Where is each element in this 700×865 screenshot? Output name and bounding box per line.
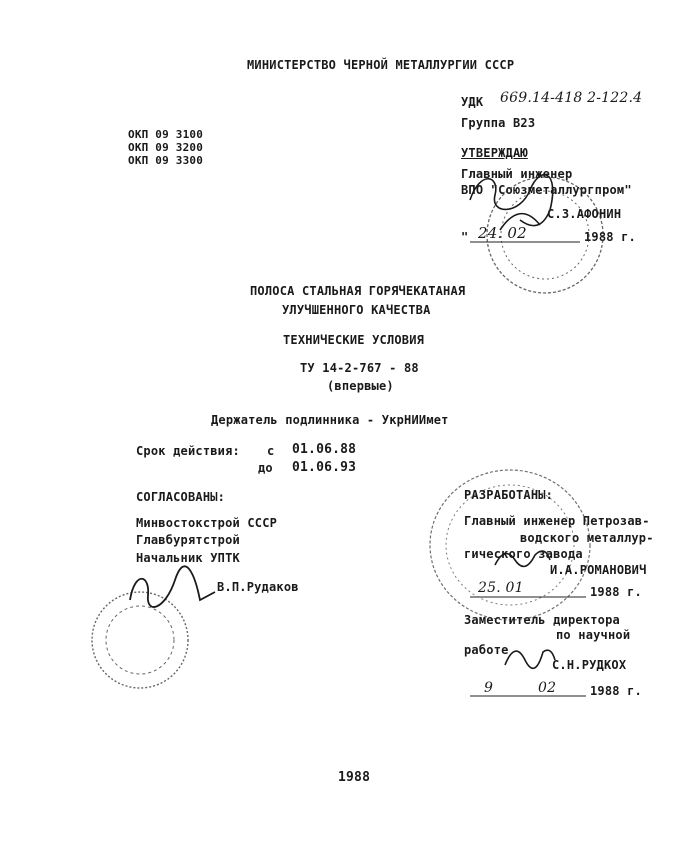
agreed-stamp [92, 592, 188, 688]
developed-position-line5: по научной [556, 628, 631, 642]
ministry-header: МИНИСТЕРСТВО ЧЕРНОЙ МЕТАЛЛУРГИИ СССР [247, 58, 515, 72]
validity-to-prefix: до [258, 461, 273, 475]
agreed-organization: Минвостокстрой СССР [136, 516, 278, 530]
agreed-position: Начальник УПТК [136, 551, 240, 565]
developed-position-line1: Главный инженер Петрозав- [464, 514, 650, 528]
okp-code: ОКП 09 3300 [128, 154, 204, 167]
developed-name2: С.Н.РУДКОХ [552, 658, 627, 672]
document-code: ТУ 14-2-767 - 88 [300, 361, 419, 375]
developed-position-line3: гического завода [464, 547, 583, 561]
developed-heading: РАЗРАБОТАНЫ: [464, 488, 554, 502]
developed-year2: 1988 г. [590, 684, 642, 698]
developed-year1: 1988 г. [590, 585, 642, 599]
approval-signature [470, 175, 553, 230]
developed-position-line4: Заместитель директора [464, 613, 620, 627]
group-code: Группа В23 [461, 116, 536, 130]
approval-stamp [487, 177, 603, 293]
developed-position-line6: работе [464, 643, 509, 657]
validity-label: Срок действия: [136, 444, 240, 458]
udk-label: УДК [461, 95, 484, 109]
agreed-name: В.П.Рудаков [217, 580, 299, 594]
developed-date2-day: 9 [484, 680, 494, 696]
validity-from-prefix: с [267, 444, 275, 458]
approved-name: С.З.АФОНИН [547, 207, 622, 221]
document-title-line2: УЛУЧШЕННОГО КАЧЕСТВА [282, 303, 431, 317]
footer-year: 1988 [338, 770, 371, 785]
approved-date-handwritten: 24. 02 [478, 224, 527, 242]
agreed-suborganization: Главбурятстрой [136, 533, 240, 547]
developed-date2-month: 02 [538, 680, 557, 696]
document-note: (впервые) [327, 379, 394, 393]
approved-date-year: 1988 г. [584, 230, 636, 244]
approved-position: Главный инженер [461, 167, 573, 181]
agreed-signature [130, 566, 215, 607]
okp-code: ОКП 09 3100 [128, 128, 204, 141]
udk-value: 669.14-418 2-122.4 [500, 90, 643, 106]
developed-position-line2: водского металлур- [520, 531, 654, 545]
approved-organization: ВПО "Союзметаллургпром" [461, 183, 632, 197]
okp-code: ОКП 09 3200 [128, 141, 204, 154]
document-holder: Держатель подлинника - УкрНИИмет [211, 413, 449, 427]
agreed-heading: СОГЛАСОВАНЫ: [136, 490, 226, 504]
developed-signature-2 [505, 650, 555, 668]
validity-from-date: 01.06.88 [292, 442, 357, 457]
validity-to-date: 01.06.93 [292, 460, 357, 475]
document-title-line1: ПОЛОСА СТАЛЬНАЯ ГОРЯЧЕКАТАНАЯ [250, 284, 466, 298]
developed-signature-1 [495, 551, 550, 566]
document-subtitle: ТЕХНИЧЕСКИЕ УСЛОВИЯ [283, 333, 425, 347]
developed-name1: И.А.РОМАНОВИЧ [550, 563, 647, 577]
approved-date-quote: " [461, 230, 469, 244]
approved-heading: УТВЕРЖДАЮ [461, 146, 528, 160]
developed-date1-handwritten: 25. 01 [478, 580, 524, 596]
